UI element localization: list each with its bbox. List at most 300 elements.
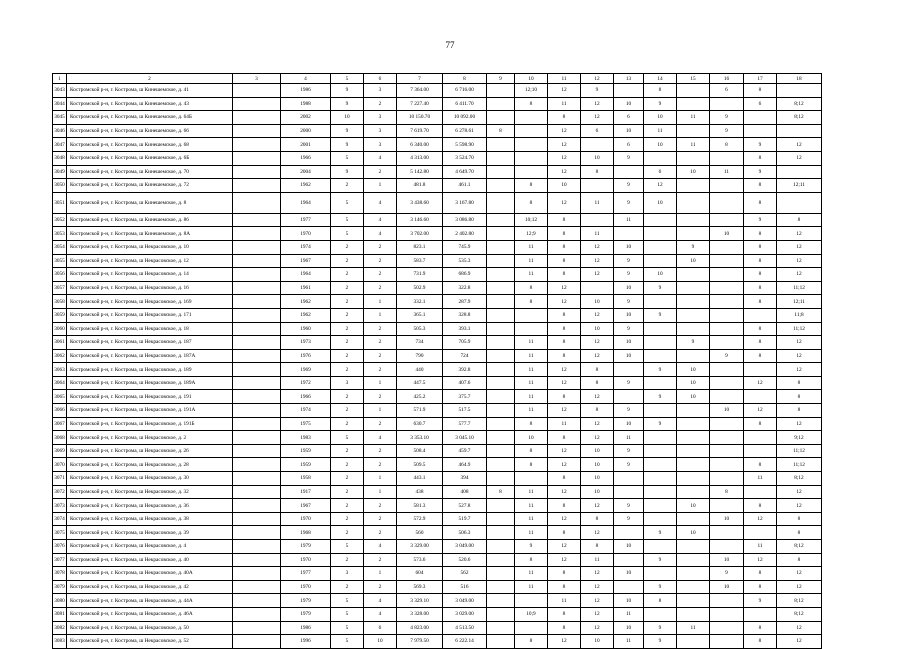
table-cell: 10: [677, 165, 710, 179]
table-cell: [710, 472, 744, 486]
table-cell: 8: [548, 431, 581, 445]
table-cell: 12: [581, 254, 614, 268]
address-cell: Костромской р-н, г. Кострома, ш Некрасовское, д. 171: [67, 308, 233, 322]
table-row: [53, 124, 822, 138]
address-cell: Костромской р-н, г. Кострома, ш Кинешемское, д. 70: [67, 165, 233, 179]
table-cell: [614, 165, 644, 179]
table-cell: 6 222.14: [443, 635, 487, 649]
table-cell: [777, 165, 822, 179]
row-number-cell: 3055: [53, 254, 67, 268]
table-cell: 10: [677, 499, 710, 513]
table-cell: [677, 192, 710, 213]
table-cell: 8: [515, 281, 548, 295]
table-cell: [614, 485, 644, 499]
table-cell: [487, 281, 515, 295]
table-cell: 10: [614, 349, 644, 363]
table-cell: 12: [548, 281, 581, 295]
table-row: [53, 580, 822, 594]
table-cell: 9: [644, 308, 677, 322]
table-cell: 1969: [281, 363, 331, 377]
table-cell: 12: [581, 594, 614, 608]
table-cell: [677, 268, 710, 282]
table-cell: 12: [777, 499, 822, 513]
table-cell: [233, 458, 281, 472]
table-cell: [710, 526, 744, 540]
table-cell: 8: [581, 363, 614, 377]
table-cell: 2: [331, 363, 364, 377]
table-cell: [644, 376, 677, 390]
table-cell: 12;10: [515, 84, 548, 98]
table-cell: 9: [614, 499, 644, 513]
table-cell: 1979: [281, 540, 331, 554]
table-cell: 10;9: [515, 607, 548, 621]
table-cell: 9: [710, 124, 744, 138]
table-cell: 2: [331, 526, 364, 540]
row-number-cell: 3083: [53, 635, 67, 649]
column-number-3: 3: [233, 74, 281, 84]
table-row: [53, 621, 822, 635]
table-cell: 393.1: [443, 322, 487, 336]
table-cell: 12: [644, 179, 677, 193]
address-cell: Костромской р-н, г. Кострома, ш Кинешемское, д. 43: [67, 97, 233, 111]
table-cell: 2: [331, 295, 364, 309]
table-cell: [644, 431, 677, 445]
table-cell: [487, 594, 515, 608]
table-cell: 516: [443, 580, 487, 594]
table-cell: 9: [677, 240, 710, 254]
table-cell: 10: [710, 227, 744, 241]
table-cell: 8: [515, 635, 548, 649]
table-cell: [233, 621, 281, 635]
row-number-cell: 3045: [53, 111, 67, 125]
table-cell: 3: [331, 567, 364, 581]
table-cell: [614, 526, 644, 540]
table-cell: [581, 281, 614, 295]
table-cell: [233, 322, 281, 336]
address-cell: Костромской р-н, г. Кострома, ш Кинешемское, д. 6Б: [67, 151, 233, 165]
table-cell: 1962: [281, 179, 331, 193]
table-cell: 6: [364, 621, 397, 635]
table-cell: 5: [331, 213, 364, 227]
table-cell: 9: [614, 458, 644, 472]
table-cell: 11: [548, 417, 581, 431]
table-cell: 2: [331, 499, 364, 513]
table-cell: 8: [548, 390, 581, 404]
table-cell: [677, 431, 710, 445]
row-number-cell: 3051: [53, 192, 67, 213]
table-cell: 10: [614, 336, 644, 350]
table-cell: 12: [777, 336, 822, 350]
table-cell: 12: [777, 580, 822, 594]
table-cell: [233, 349, 281, 363]
table-cell: 1968: [281, 526, 331, 540]
table-cell: 2002: [281, 111, 331, 125]
table-row: [53, 444, 822, 458]
table-cell: 4: [364, 151, 397, 165]
table-cell: [744, 526, 777, 540]
table-cell: 8: [744, 281, 777, 295]
address-cell: Костромской р-н, г. Кострома, ш Некрасовское, д. 50: [67, 621, 233, 635]
table-cell: 6: [614, 111, 644, 125]
table-cell: 11: [515, 254, 548, 268]
table-cell: [233, 111, 281, 125]
column-number-10: 10: [515, 74, 548, 84]
table-cell: 2: [364, 349, 397, 363]
table-cell: 581.3: [397, 499, 443, 513]
table-cell: 10: [581, 472, 614, 486]
table-cell: 10: [614, 240, 644, 254]
table-cell: 731.9: [397, 268, 443, 282]
table-cell: 2: [331, 553, 364, 567]
table-cell: [487, 254, 515, 268]
table-cell: 12: [548, 444, 581, 458]
row-number-cell: 3061: [53, 336, 67, 350]
table-cell: [487, 553, 515, 567]
table-cell: 10: [644, 111, 677, 125]
table-cell: 7 619.70: [397, 124, 443, 138]
table-cell: [233, 254, 281, 268]
table-cell: 8: [548, 111, 581, 125]
table-cell: 8: [744, 268, 777, 282]
table-cell: 8: [744, 635, 777, 649]
table-cell: 12;11: [777, 295, 822, 309]
table-cell: [644, 295, 677, 309]
table-cell: 1986: [281, 621, 331, 635]
table-cell: 10: [581, 322, 614, 336]
table-cell: [710, 268, 744, 282]
table-cell: 10: [614, 281, 644, 295]
table-cell: 604: [397, 567, 443, 581]
table-cell: 3: [364, 138, 397, 152]
table-cell: 2: [364, 526, 397, 540]
address-cell: Костромской р-н, г. Кострома, ш Некрасовское, д. 191Б: [67, 417, 233, 431]
column-number-12: 12: [581, 74, 614, 84]
table-cell: 8: [744, 254, 777, 268]
table-cell: 9: [710, 567, 744, 581]
table-cell: 12: [777, 138, 822, 152]
table-cell: 8: [548, 336, 581, 350]
address-cell: Костромской р-н, г. Кострома, ш Некрасовское, д. 12: [67, 254, 233, 268]
table-cell: [233, 240, 281, 254]
table-cell: 2: [364, 336, 397, 350]
table-cell: [677, 580, 710, 594]
table-cell: 8: [644, 594, 677, 608]
table-cell: 10: [581, 151, 614, 165]
table-cell: 8: [744, 151, 777, 165]
table-cell: 11: [548, 594, 581, 608]
table-cell: 447.5: [397, 376, 443, 390]
table-cell: 12: [777, 621, 822, 635]
table-cell: 11: [515, 336, 548, 350]
table-cell: 9: [614, 268, 644, 282]
row-number-cell: 3074: [53, 512, 67, 526]
table-cell: 12: [581, 417, 614, 431]
table-cell: [677, 322, 710, 336]
table-cell: 12: [548, 512, 581, 526]
table-cell: 5 142.80: [397, 165, 443, 179]
table-cell: [744, 308, 777, 322]
table-cell: [677, 281, 710, 295]
table-cell: 328.8: [443, 308, 487, 322]
table-cell: [487, 165, 515, 179]
table-cell: 8: [744, 322, 777, 336]
table-cell: [644, 444, 677, 458]
row-number-cell: 3053: [53, 227, 67, 241]
table-cell: [710, 192, 744, 213]
table-cell: 9: [644, 281, 677, 295]
table-cell: [233, 179, 281, 193]
row-number-cell: 3079: [53, 580, 67, 594]
table-cell: 461.1: [443, 179, 487, 193]
table-cell: 12: [548, 553, 581, 567]
table-row: [53, 512, 822, 526]
table-cell: [710, 444, 744, 458]
table-cell: 12: [548, 165, 581, 179]
table-cell: 8: [581, 165, 614, 179]
table-cell: [677, 553, 710, 567]
address-cell: Костромской р-н, г. Кострома, ш Некрасовское, д. 189А: [67, 376, 233, 390]
table-cell: 8: [548, 349, 581, 363]
table-cell: 2: [331, 580, 364, 594]
table-cell: [233, 151, 281, 165]
table-cell: 7 979.50: [397, 635, 443, 649]
table-cell: [677, 404, 710, 418]
table-cell: [487, 213, 515, 227]
table-row: [53, 213, 822, 227]
table-cell: 1966: [281, 390, 331, 404]
table-cell: 10: [644, 138, 677, 152]
table-cell: 1996: [281, 635, 331, 649]
table-cell: [710, 417, 744, 431]
table-cell: 1967: [281, 499, 331, 513]
table-cell: 2: [331, 179, 364, 193]
table-cell: [233, 567, 281, 581]
table-cell: [677, 308, 710, 322]
table-cell: 12: [548, 124, 581, 138]
table-row: [53, 499, 822, 513]
table-cell: 11: [515, 268, 548, 282]
table-cell: [233, 580, 281, 594]
table-cell: 1988: [281, 97, 331, 111]
table-cell: 5: [331, 607, 364, 621]
row-number-cell: 3054: [53, 240, 67, 254]
table-cell: 9: [644, 635, 677, 649]
table-cell: [487, 390, 515, 404]
table-cell: [233, 336, 281, 350]
table-cell: 11: [677, 111, 710, 125]
table-cell: 10: [581, 635, 614, 649]
table-cell: 1: [364, 485, 397, 499]
table-cell: 734: [397, 336, 443, 350]
table-cell: 9: [677, 336, 710, 350]
row-number-cell: 3081: [53, 607, 67, 621]
table-cell: 10 092.00: [443, 111, 487, 125]
table-cell: 569.3: [397, 580, 443, 594]
address-cell: Костромской р-н, г. Кострома, ш Некрасовское, д. 38: [67, 512, 233, 526]
register-table: [52, 73, 822, 649]
table-cell: 10: [710, 512, 744, 526]
table-cell: 375.7: [443, 390, 487, 404]
table-cell: 12: [581, 111, 614, 125]
table-cell: 1979: [281, 594, 331, 608]
table-row: [53, 458, 822, 472]
address-cell: Костромской р-н, г. Кострома, ш Кинешемское, д. 41: [67, 84, 233, 98]
table-row: [53, 84, 822, 98]
table-cell: 9: [644, 526, 677, 540]
table-cell: 11: [515, 376, 548, 390]
row-number-cell: 3063: [53, 363, 67, 377]
table-cell: [487, 240, 515, 254]
table-cell: 790: [397, 349, 443, 363]
table-cell: [710, 254, 744, 268]
table-cell: 8: [744, 84, 777, 98]
table-cell: 1: [364, 295, 397, 309]
column-number-18: 18: [777, 74, 822, 84]
table-row: [53, 404, 822, 418]
address-cell: Костромской р-н, г. Кострома, ш Некрасовское, д. 191А: [67, 404, 233, 418]
row-number-cell: 3068: [53, 431, 67, 445]
table-cell: 2: [331, 240, 364, 254]
table-cell: 8: [744, 621, 777, 635]
table-cell: 2: [331, 444, 364, 458]
table-cell: 11: [614, 213, 644, 227]
table-cell: [487, 84, 515, 98]
table-cell: [744, 431, 777, 445]
table-cell: 8: [581, 512, 614, 526]
table-cell: [614, 553, 644, 567]
table-cell: 517.5: [443, 404, 487, 418]
table-cell: 1967: [281, 254, 331, 268]
table-cell: 10: [677, 376, 710, 390]
table-cell: [677, 567, 710, 581]
table-cell: [644, 567, 677, 581]
table-cell: 438: [397, 485, 443, 499]
table-cell: 9: [331, 165, 364, 179]
table-cell: [744, 390, 777, 404]
table-row: [53, 363, 822, 377]
table-cell: 9: [614, 151, 644, 165]
table-cell: [677, 635, 710, 649]
table-cell: 9: [644, 621, 677, 635]
table-cell: 10: [548, 179, 581, 193]
table-cell: [644, 254, 677, 268]
row-number-cell: 3072: [53, 485, 67, 499]
address-cell: Костромской р-н, г. Кострома, ш Некрасовское, д. 32: [67, 485, 233, 499]
table-cell: 4: [364, 540, 397, 554]
table-cell: 1977: [281, 213, 331, 227]
table-cell: 10: [644, 192, 677, 213]
table-cell: 2: [364, 580, 397, 594]
table-cell: 2: [364, 553, 397, 567]
column-number-8: 8: [443, 74, 487, 84]
address-cell: Костромской р-н, г. Кострома, ш Некрасовское, д. 169: [67, 295, 233, 309]
table-cell: [487, 512, 515, 526]
table-cell: 12: [744, 404, 777, 418]
table-cell: 10: [644, 268, 677, 282]
table-cell: 11: [581, 192, 614, 213]
table-cell: 10: [677, 526, 710, 540]
table-cell: 12: [581, 567, 614, 581]
column-number-7: 7: [397, 74, 443, 84]
table-cell: 573.6: [397, 553, 443, 567]
table-cell: 11: [581, 553, 614, 567]
table-cell: 5: [331, 431, 364, 445]
table-cell: 1979: [281, 607, 331, 621]
row-number-cell: 3076: [53, 540, 67, 554]
table-row: [53, 540, 822, 554]
table-cell: [233, 165, 281, 179]
table-cell: 2 402.80: [443, 227, 487, 241]
row-number-cell: 3082: [53, 621, 67, 635]
table-cell: [233, 84, 281, 98]
table-row: [53, 485, 822, 499]
table-row: [53, 97, 822, 111]
table-cell: 10: [331, 111, 364, 125]
table-cell: [710, 213, 744, 227]
table-cell: 8: [548, 621, 581, 635]
table-cell: 6: [744, 97, 777, 111]
table-cell: [710, 363, 744, 377]
table-cell: 12: [744, 376, 777, 390]
table-cell: [644, 540, 677, 554]
table-cell: 9: [614, 192, 644, 213]
table-cell: 12: [581, 580, 614, 594]
column-number-17: 17: [744, 74, 777, 84]
table-cell: 11;8: [777, 308, 822, 322]
row-number-cell: 3077: [53, 553, 67, 567]
table-cell: 11: [515, 240, 548, 254]
table-cell: [644, 472, 677, 486]
table-cell: [677, 594, 710, 608]
table-cell: 8: [744, 336, 777, 350]
table-cell: 1983: [281, 431, 331, 445]
column-number-15: 15: [677, 74, 710, 84]
table-cell: [614, 363, 644, 377]
table-cell: [710, 540, 744, 554]
table-cell: 508.4: [397, 444, 443, 458]
table-cell: 1: [364, 404, 397, 418]
table-cell: [710, 431, 744, 445]
table-cell: 2: [331, 308, 364, 322]
row-number-cell: 3069: [53, 444, 67, 458]
table-cell: 4: [364, 594, 397, 608]
table-cell: 287.9: [443, 295, 487, 309]
table-cell: 1960: [281, 322, 331, 336]
table-cell: [581, 138, 614, 152]
table-cell: 12: [548, 151, 581, 165]
table-cell: 10: [581, 458, 614, 472]
row-number-cell: 3050: [53, 179, 67, 193]
row-number-cell: 3057: [53, 281, 67, 295]
table-cell: [233, 485, 281, 499]
table-cell: 630.7: [397, 417, 443, 431]
column-number-4: 4: [281, 74, 331, 84]
table-cell: 8;12: [777, 472, 822, 486]
table-cell: 8: [515, 553, 548, 567]
table-cell: 8: [710, 138, 744, 152]
table-cell: 571.9: [397, 404, 443, 418]
table-cell: 8: [777, 390, 822, 404]
table-cell: [515, 594, 548, 608]
table-cell: [677, 213, 710, 227]
table-row: [53, 240, 822, 254]
table-cell: 9: [710, 349, 744, 363]
table-cell: 1959: [281, 458, 331, 472]
table-cell: [233, 417, 281, 431]
table-cell: 11: [515, 363, 548, 377]
address-cell: Костромской р-н, г. Кострома, ш Некрасовское, д. 191: [67, 390, 233, 404]
table-cell: 12: [581, 97, 614, 111]
